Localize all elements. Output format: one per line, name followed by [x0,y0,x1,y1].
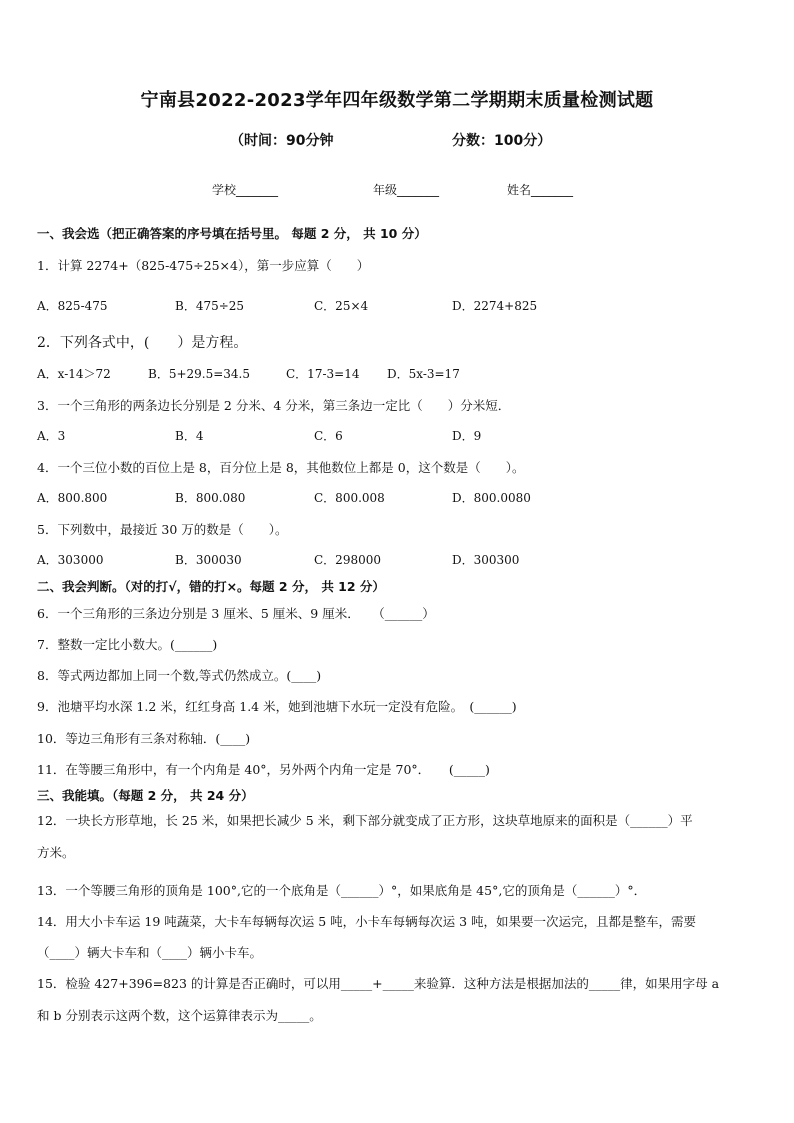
q2-option-c: C．17-3=14 [286,367,360,381]
q3-option-c: C．6 [314,429,343,443]
q4-option-a: A．800.800 [37,491,108,505]
q3-option-a: A．3 [37,429,66,443]
grade-field: 年级_______ [373,183,440,197]
question-3: 3．一个三角形的两条边长分别是 2 分米、4 分米，第三条边一定比（ ）分米短． [37,398,511,413]
question-12-line-2: 方米。 [37,845,75,860]
question-5: 5．下列数中，最接近 30 万的数是（ ）。 [37,522,288,537]
section-3-heading: 三、我能填。（每题 2 分， 共 24 分） [37,788,254,803]
question-7: 7．整数一定比小数大。(______) [37,637,218,652]
q2-option-b: B．5+29.5=34.5 [148,367,251,381]
question-4: 4．一个三位小数的百位上是 8，百分位上是 8，其他数位上都是 0，这个数是（ ）。 [37,460,525,475]
section-1-heading: 一、我会选（把正确答案的序号填在括号里。 每题 2 分， 共 10 分） [37,226,427,241]
q3-option-b: B．4 [175,429,204,443]
question-15-line-1: 15．检验 427+396=823 的计算是否正确时，可以用_____+_____来验算．这种方法是根据加法的_____律，如果用字母 a [37,976,720,991]
question-8: 8．等式两边都加上同一个数,等式仍然成立。(____) [37,668,322,683]
question-6: 6．一个三角形的三条边分别是 3 厘米、5 厘米、9 厘米． （______） [37,606,435,621]
q1-option-c: C．25×4 [314,299,369,313]
school-field: 学校_______ [212,183,279,197]
q1-option-b: B．475÷25 [175,299,245,313]
question-1: 1．计算 2274+（825-475÷25×4），第一步应算（ ） [37,258,370,273]
question-10: 10．等边三角形有三条对称轴．(____) [37,731,251,746]
q2-option-d: D．5x-3=17 [387,367,460,381]
q5-option-d: D．300300 [452,553,520,567]
name-field: 姓名_______ [507,183,574,197]
question-14-line-2: （____）辆大卡车和（____）辆小卡车。 [37,945,263,960]
question-13: 13．一个等腰三角形的顶角是 100°,它的一个底角是（______）°，如果底角是 45°,它的顶角是（______）°． [37,883,647,898]
q4-option-c: C．800.008 [314,491,385,505]
q5-option-a: A．303000 [37,553,104,567]
q3-option-d: D．9 [452,429,482,443]
question-12-line-1: 12．一块长方形草地，长 25 米，如果把长减少 5 米，剩下部分就变成了正方形，这块草地原来的面积是（______）平 [37,813,693,828]
q1-option-d: D．2274+825 [452,299,538,313]
question-15-line-2: 和 b 分别表示这两个数，这个运算律表示为_____。 [37,1008,322,1023]
exam-time: （时间：90分钟 [230,133,334,149]
section-2-heading: 二、我会判断。（对的打√，错的打×。每题 2 分， 共 12 分） [37,579,385,594]
question-2: 2．下列各式中，( ）是方程。 [37,335,248,351]
q4-option-b: B．800.080 [175,491,246,505]
q1-option-a: A．825-475 [37,299,108,313]
q5-option-c: C．298000 [314,553,381,567]
question-9: 9．池塘平均水深 1.2 米，红红身高 1.4 米，她到池塘下水玩一定没有危险。 (______) [37,699,517,714]
question-14-line-1: 14．用大小卡车运 19 吨蔬菜，大卡车每辆每次运 5 吨，小卡车每辆每次运 3 吨，如果要一次运完，且都是整车，需要 [37,914,697,929]
exam-score: 分数：100分） [452,133,552,149]
question-11: 11．在等腰三角形中，有一个内角是 40°，另外两个内角一定是 70°． (_____) [37,762,490,777]
q2-option-a: A．x-14＞72 [37,367,111,381]
q4-option-d: D．800.0080 [452,491,531,505]
q5-option-b: B．300030 [175,553,242,567]
exam-title: 宁南县2022-2023学年四年级数学第二学期期末质量检测试题 [140,90,654,111]
